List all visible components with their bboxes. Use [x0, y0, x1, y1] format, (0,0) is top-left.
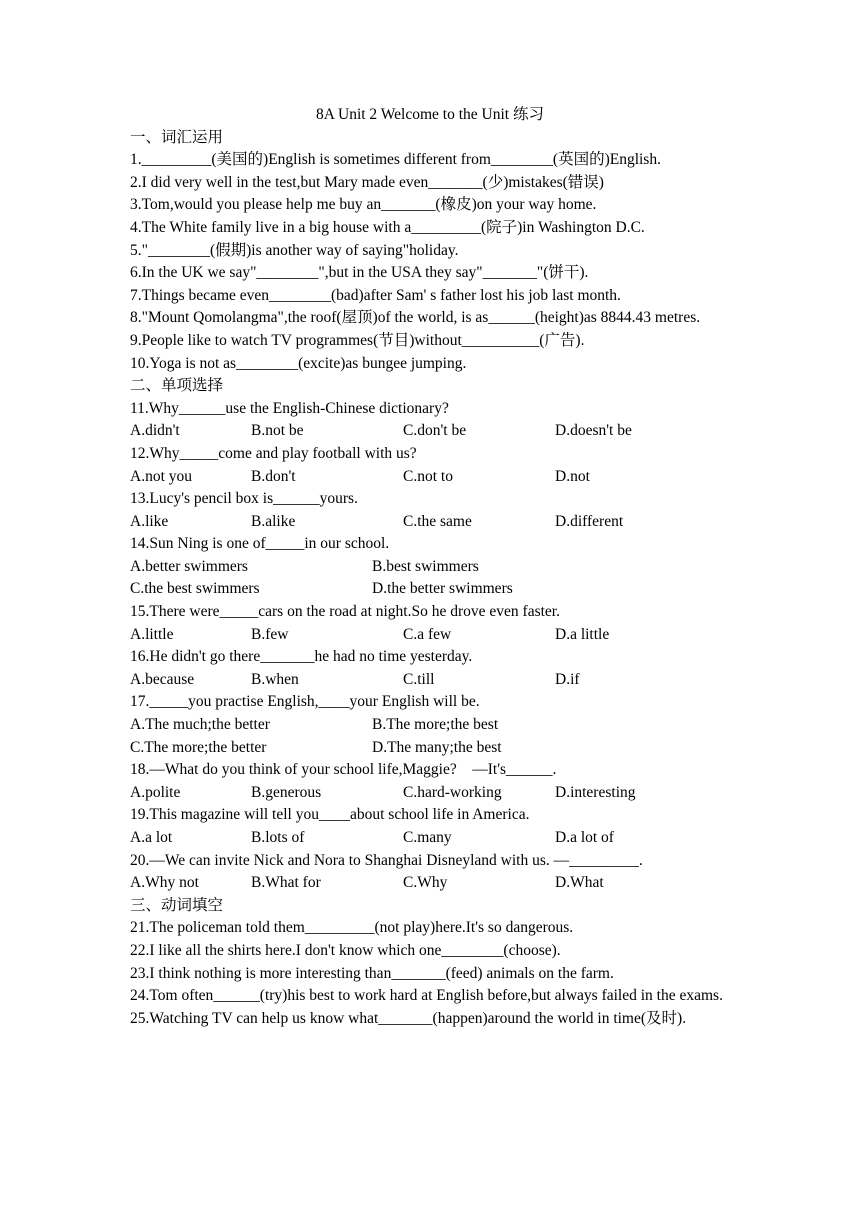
mc-option: B.few: [251, 625, 289, 643]
mc-option: A.better swimmers: [130, 557, 248, 575]
verb-item-25: 25.Watching TV can help us know what_______(happen)around the world in time(及时).: [130, 1009, 687, 1027]
vocab-item-10: 10.Yoga is not as________(excite)as bungee jumping.: [130, 354, 467, 372]
mc-option: B.don't: [251, 467, 296, 485]
mc-option: C.the best swimmers: [130, 580, 260, 598]
mc-option: A.polite: [130, 783, 181, 801]
mc-options-17-row2: [130, 737, 730, 760]
mc-question-12: 12.Why_____come and play football with us?: [130, 444, 417, 462]
section-heading-verb-fill: 三、动词填空: [130, 896, 224, 914]
mc-options-17-row1: [130, 714, 730, 737]
verb-item-22: 22.I like all the shirts here.I don't know which one________(choose).: [130, 941, 561, 959]
section-heading-vocabulary: 一、词汇运用: [130, 128, 224, 146]
mc-option: D.a little: [555, 625, 610, 643]
vocab-item-7: 7.Things became even________(bad)after Sam' s father lost his job last month.: [130, 286, 621, 304]
mc-question-18: 18.—What do you think of your school life,Maggie? —It's______.: [130, 761, 557, 779]
vocab-item-8: 8."Mount Qomolangma",the roof(屋顶)of the world, is as______(height)as 8844.43 metres.: [130, 309, 701, 327]
verb-item-24: 24.Tom often______(try)his best to work hard at English before,but always failed in the exams.: [130, 987, 723, 1005]
mc-option: C.Why: [403, 874, 448, 892]
vocab-item-2: 2.I did very well in the test,but Mary made even_______(少)mistakes(错误): [130, 173, 604, 191]
mc-option: B.best swimmers: [372, 557, 479, 575]
mc-option: C.the same: [403, 512, 472, 530]
mc-options-12: [130, 466, 730, 489]
mc-option: A.not you: [130, 467, 192, 485]
mc-option: B.not be: [251, 422, 304, 440]
mc-option: A.like: [130, 512, 169, 530]
mc-option: D.a lot of: [555, 829, 614, 846]
mc-question-15: 15.There were_____cars on the road at night.So he drove even faster.: [130, 603, 560, 621]
mc-option: C.don't be: [403, 422, 467, 440]
mc-option: A.The much;the better: [130, 716, 270, 734]
section-heading-multiple-choice: 二、单项选择: [130, 377, 224, 395]
mc-option: D.different: [555, 512, 624, 530]
mc-options-14-row2: [130, 578, 730, 601]
mc-option: D.doesn't be: [555, 422, 632, 440]
mc-option: B.alike: [251, 512, 296, 530]
mc-options-16: [130, 669, 730, 692]
mc-options-14-row1: [130, 556, 730, 579]
mc-option: A.a lot: [130, 829, 173, 846]
mc-option: C.a few: [403, 625, 452, 643]
vocab-item-5: 5."________(假期)is another way of saying"holiday.: [130, 241, 459, 259]
mc-option: B.lots of: [251, 829, 305, 846]
vocab-item-3: 3.Tom,would you please help me buy an_______(橡皮)on your way home.: [130, 196, 597, 214]
mc-option: A.Why not: [130, 874, 199, 892]
mc-option: A.because: [130, 670, 195, 688]
mc-option: B.when: [251, 670, 299, 688]
verb-item-21: 21.The policeman told them_________(not play)here.It's so dangerous.: [130, 919, 574, 937]
worksheet: [130, 104, 730, 1030]
mc-option: C.hard-working: [403, 783, 502, 801]
mc-question-13: 13.Lucy's pencil box is______yours.: [130, 490, 358, 508]
mc-options-13: [130, 511, 730, 534]
mc-option: A.didn't: [130, 422, 180, 440]
mc-options-20: [130, 872, 730, 895]
mc-question-17: 17._____you practise English,____your English will be.: [130, 693, 480, 711]
mc-options-19: [130, 827, 730, 850]
mc-option: D.interesting: [555, 783, 636, 801]
mc-option: D.the better swimmers: [372, 580, 513, 598]
mc-option: B.generous: [251, 783, 322, 801]
mc-question-11: 11.Why______use the English-Chinese dictionary?: [130, 399, 449, 417]
mc-option: D.if: [555, 670, 580, 688]
mc-option: C.not to: [403, 467, 453, 485]
mc-option: B.What for: [251, 874, 321, 892]
vocab-item-4: 4.The White family live in a big house with a_________(院子)in Washington D.C.: [130, 218, 645, 236]
mc-option: D.The many;the best: [372, 738, 502, 756]
mc-question-19: 19.This magazine will tell you____about school life in America.: [130, 806, 530, 824]
mc-option: D.What: [555, 874, 604, 892]
vocab-item-6: 6.In the UK we say"________",but in the USA they say"_______"(饼干).: [130, 264, 589, 282]
mc-question-14: 14.Sun Ning is one of_____in our school.: [130, 535, 390, 553]
mc-option: D.not: [555, 467, 590, 485]
mc-question-20: 20.—We can invite Nick and Nora to Shanghai Disneyland with us. —_________.: [130, 851, 643, 869]
mc-options-15: [130, 624, 730, 647]
mc-option: B.The more;the best: [372, 716, 499, 734]
mc-question-16: 16.He didn't go there_______he had no time yesterday.: [130, 648, 473, 666]
mc-options-11: [130, 420, 730, 443]
vocab-item-1: 1._________(美国的)English is sometimes different from________(英国的)English.: [130, 151, 661, 169]
mc-options-18: [130, 782, 730, 805]
mc-option: C.many: [403, 829, 452, 846]
mc-option: C.till: [403, 670, 435, 688]
worksheet-title: 8A Unit 2 Welcome to the Unit 练习: [316, 106, 544, 123]
mc-option: A.little: [130, 625, 174, 643]
vocab-item-9: 9.People like to watch TV programmes(节目)without__________(广告).: [130, 331, 585, 349]
mc-option: C.The more;the better: [130, 738, 267, 756]
verb-item-23: 23.I think nothing is more interesting than_______(feed) animals on the farm.: [130, 964, 614, 982]
